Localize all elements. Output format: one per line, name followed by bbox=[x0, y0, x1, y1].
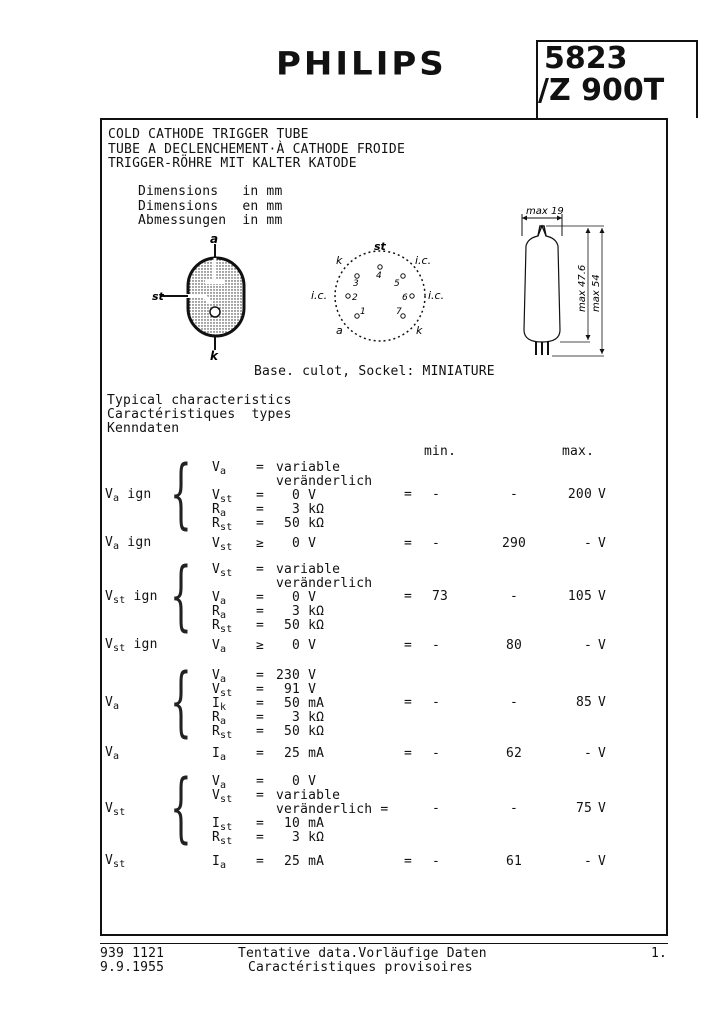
svg-text:i.c.: i.c. bbox=[428, 289, 445, 302]
row-equals: = bbox=[404, 695, 413, 710]
condition-operator: = bbox=[256, 502, 265, 517]
condition-value: 50 kΩ bbox=[276, 516, 325, 531]
condition-symbol bbox=[212, 638, 226, 653]
cond-sym: V bbox=[212, 488, 221, 503]
param-symbol: V bbox=[105, 589, 114, 604]
row-max: 105 bbox=[567, 589, 592, 604]
cond-sym: R bbox=[212, 516, 221, 531]
outline-body-height-label: max 47.6 bbox=[577, 264, 588, 312]
dimensions-de: Abmessungen in mm bbox=[138, 213, 283, 228]
condition-value: variable bbox=[276, 788, 341, 803]
condition-operator: = bbox=[256, 854, 265, 869]
row-unit: V bbox=[598, 487, 607, 502]
condition-operator: = bbox=[256, 816, 265, 831]
cond-sub: a bbox=[220, 596, 227, 607]
row-min: - bbox=[432, 695, 441, 710]
condition-value: 0 V bbox=[276, 638, 317, 653]
condition-value: 50 kΩ bbox=[276, 618, 325, 633]
param-subscript: st bbox=[113, 807, 126, 818]
cond-sym: R bbox=[212, 618, 221, 633]
condition-symbol bbox=[212, 668, 226, 683]
row-max: - bbox=[583, 536, 592, 551]
condition-operator: = bbox=[256, 682, 265, 697]
param-subscript: st bbox=[113, 859, 126, 870]
svg-text:5: 5 bbox=[394, 279, 400, 289]
condition-symbol bbox=[212, 710, 226, 725]
condition-value: veränderlich bbox=[276, 474, 373, 489]
typical-fr: Caractéristiques types bbox=[107, 407, 292, 422]
base-pin-diagram bbox=[310, 238, 450, 348]
tube-outline bbox=[524, 226, 560, 342]
cond-sub: st bbox=[220, 688, 233, 699]
condition-operator: = bbox=[256, 516, 265, 531]
row-mid: 61 bbox=[505, 854, 523, 869]
condition-value: 0 V bbox=[276, 590, 317, 605]
svg-text:2: 2 bbox=[352, 293, 358, 303]
condition-symbol bbox=[212, 604, 226, 619]
cond-sym: R bbox=[212, 604, 221, 619]
condition-symbol bbox=[212, 618, 232, 633]
row-equals: = bbox=[404, 746, 413, 761]
row-param bbox=[105, 695, 119, 710]
svg-text:a: a bbox=[336, 324, 343, 337]
param-subscript: a bbox=[113, 701, 120, 712]
cond-sub: a bbox=[220, 780, 227, 791]
cond-sub: k bbox=[220, 702, 227, 713]
condition-operator: ≥ bbox=[256, 638, 265, 653]
cond-sub: st bbox=[220, 494, 233, 505]
condition-operator: = bbox=[256, 460, 265, 475]
type-number-bottom: /Z 900T bbox=[538, 73, 665, 108]
param-subscript: st bbox=[113, 595, 126, 606]
cond-sym: V bbox=[212, 788, 221, 803]
brand-logo: PHILIPS bbox=[276, 45, 447, 83]
row-max: 75 bbox=[575, 801, 592, 816]
row-unit: V bbox=[598, 801, 607, 816]
cond-sub: st bbox=[220, 568, 233, 579]
param-suffix: ign bbox=[119, 487, 152, 502]
condition-value: 230 V bbox=[276, 668, 317, 683]
condition-value: veränderlich = bbox=[276, 802, 389, 817]
param-symbol: V bbox=[105, 695, 114, 710]
cond-sub: st bbox=[220, 836, 233, 847]
cond-sym: R bbox=[212, 724, 221, 739]
condition-operator: = bbox=[256, 590, 265, 605]
row-min: - bbox=[432, 536, 441, 551]
condition-value: 50 mA bbox=[276, 696, 325, 711]
row-max: - bbox=[583, 638, 592, 653]
param-subscript: a bbox=[113, 541, 120, 552]
svg-text:3: 3 bbox=[353, 279, 359, 289]
condition-brace: { bbox=[170, 550, 192, 639]
param-symbol: V bbox=[105, 487, 114, 502]
condition-value: 50 kΩ bbox=[276, 724, 325, 739]
row-max: - bbox=[583, 746, 592, 761]
param-symbol: V bbox=[105, 535, 114, 550]
cond-sym: V bbox=[212, 590, 221, 605]
cond-sub: a bbox=[220, 466, 227, 477]
cond-sym: I bbox=[212, 696, 221, 711]
row-mid: - bbox=[509, 589, 519, 604]
svg-text:i.c.: i.c. bbox=[311, 289, 328, 302]
condition-value: variable bbox=[276, 562, 341, 577]
cond-sub: st bbox=[220, 624, 233, 635]
cond-sub: a bbox=[220, 752, 227, 763]
condition-symbol bbox=[212, 590, 226, 605]
condition-symbol bbox=[212, 562, 232, 577]
condition-operator: = bbox=[256, 618, 265, 633]
footer-date: 9.9.1955 bbox=[100, 960, 165, 975]
condition-value: 0 V bbox=[276, 488, 317, 503]
cond-sub: a bbox=[220, 674, 227, 685]
svg-text:7: 7 bbox=[396, 307, 402, 317]
row-unit: V bbox=[598, 638, 607, 653]
cond-sym: V bbox=[212, 562, 221, 577]
condition-value: veränderlich bbox=[276, 576, 373, 591]
svg-text:k: k bbox=[336, 254, 343, 267]
condition-operator: = bbox=[256, 724, 265, 739]
condition-operator: = bbox=[256, 488, 265, 503]
symbol-anode-label: a bbox=[210, 232, 219, 246]
cond-sub: st bbox=[220, 542, 233, 553]
cond-sym: V bbox=[212, 682, 221, 697]
cond-sym: I bbox=[212, 816, 221, 831]
cond-sub: a bbox=[220, 610, 227, 621]
svg-text:st: st bbox=[374, 240, 386, 253]
cond-sym: V bbox=[212, 638, 221, 653]
condition-symbol bbox=[212, 460, 226, 475]
condition-value: 3 kΩ bbox=[276, 830, 325, 845]
svg-text:1: 1 bbox=[360, 307, 366, 317]
svg-text:k: k bbox=[416, 324, 423, 337]
row-param bbox=[105, 637, 158, 652]
condition-value: 3 kΩ bbox=[276, 502, 325, 517]
param-symbol: V bbox=[105, 801, 114, 816]
condition-symbol bbox=[212, 682, 232, 697]
condition-operator: = bbox=[256, 774, 265, 789]
footer-note-2: Caractéristiques provisoires bbox=[248, 960, 473, 975]
cond-sym: R bbox=[212, 502, 221, 517]
condition-operator: = bbox=[256, 668, 265, 683]
condition-value: 0 V bbox=[276, 774, 317, 789]
condition-symbol bbox=[212, 746, 226, 761]
typical-en: Typical characteristics bbox=[107, 393, 292, 408]
condition-symbol bbox=[212, 696, 226, 711]
condition-symbol bbox=[212, 774, 226, 789]
condition-brace: { bbox=[170, 448, 192, 537]
title-en: COLD CATHODE TRIGGER TUBE bbox=[108, 127, 309, 142]
footer-page: 1. bbox=[651, 946, 668, 961]
row-unit: V bbox=[598, 536, 607, 551]
row-min: - bbox=[432, 801, 441, 816]
condition-operator: ≥ bbox=[256, 536, 265, 551]
condition-symbol bbox=[212, 816, 232, 831]
cond-sub: a bbox=[220, 860, 227, 871]
footer-code: 939 1121 bbox=[100, 946, 165, 961]
param-subscript: st bbox=[113, 643, 126, 654]
param-symbol: V bbox=[105, 637, 114, 652]
row-equals: = bbox=[404, 638, 413, 653]
condition-brace: { bbox=[170, 762, 192, 851]
condition-operator: = bbox=[256, 710, 265, 725]
cond-sub: a bbox=[220, 716, 227, 727]
svg-text:i.c.: i.c. bbox=[415, 254, 432, 267]
typical-de: Kenndaten bbox=[107, 421, 180, 436]
symbol-starter-label: st bbox=[152, 290, 164, 303]
row-unit: V bbox=[598, 854, 607, 869]
param-symbol: V bbox=[105, 853, 114, 868]
row-equals: = bbox=[404, 487, 413, 502]
cond-sub: a bbox=[220, 644, 227, 655]
row-mid: - bbox=[509, 695, 519, 710]
cond-sym: I bbox=[212, 746, 221, 761]
title-de: TRIGGER-RÖHRE MIT KALTER KATODE bbox=[108, 156, 357, 171]
cond-sym: R bbox=[212, 710, 221, 725]
condition-operator: = bbox=[256, 746, 265, 761]
footer-rule bbox=[100, 943, 668, 944]
condition-operator: = bbox=[256, 696, 265, 711]
condition-value: 3 kΩ bbox=[276, 604, 325, 619]
param-suffix: ign bbox=[119, 535, 152, 550]
type-number-top: 5823 bbox=[544, 41, 628, 76]
cond-sym: V bbox=[212, 774, 221, 789]
cond-sym: I bbox=[212, 854, 221, 869]
condition-symbol bbox=[212, 830, 232, 845]
condition-value: 3 kΩ bbox=[276, 710, 325, 725]
param-symbol: V bbox=[105, 745, 114, 760]
condition-symbol bbox=[212, 854, 226, 869]
cond-sub: a bbox=[220, 508, 227, 519]
row-unit: V bbox=[598, 589, 607, 604]
row-max: 85 bbox=[575, 695, 592, 710]
row-param bbox=[105, 535, 151, 550]
row-equals: = bbox=[404, 536, 413, 551]
col-head-min: min. bbox=[424, 444, 457, 459]
row-min: - bbox=[432, 487, 441, 502]
condition-value: 0 V bbox=[276, 536, 317, 551]
row-param bbox=[105, 853, 125, 868]
row-equals: = bbox=[404, 854, 413, 869]
condition-symbol bbox=[212, 488, 232, 503]
row-mid: - bbox=[509, 487, 519, 502]
svg-text:6: 6 bbox=[402, 293, 408, 303]
condition-symbol bbox=[212, 536, 232, 551]
row-mid: 290 bbox=[501, 536, 527, 551]
condition-symbol bbox=[212, 516, 232, 531]
condition-value: 10 mA bbox=[276, 816, 325, 831]
col-head-max: max. bbox=[562, 444, 595, 459]
base-type: Base. culot, Sockel: MINIATURE bbox=[254, 364, 495, 379]
param-suffix: ign bbox=[125, 589, 158, 604]
row-mid: 80 bbox=[505, 638, 523, 653]
outline-total-height-label: max 54 bbox=[591, 274, 602, 312]
param-suffix: ign bbox=[125, 637, 158, 652]
row-unit: V bbox=[598, 695, 607, 710]
row-param bbox=[105, 745, 119, 760]
row-unit: V bbox=[598, 746, 607, 761]
condition-operator: = bbox=[256, 830, 265, 845]
row-max: - bbox=[583, 854, 592, 869]
condition-value: 25 mA bbox=[276, 746, 325, 761]
row-param bbox=[105, 801, 125, 816]
outline-width-label: max 19 bbox=[526, 206, 564, 217]
condition-operator: = bbox=[256, 788, 265, 803]
row-param bbox=[105, 487, 151, 502]
cond-sym: V bbox=[212, 460, 221, 475]
condition-brace: { bbox=[170, 656, 192, 745]
row-min: - bbox=[432, 638, 441, 653]
title-fr: TUBE A DECLENCHEMENT·À CATHODE FROIDE bbox=[108, 142, 405, 157]
cond-sub: st bbox=[220, 794, 233, 805]
row-max: 200 bbox=[567, 487, 592, 502]
row-equals: = bbox=[404, 589, 413, 604]
cond-sub: st bbox=[220, 522, 233, 533]
tube-symbol-diagram bbox=[150, 232, 260, 362]
dimensions-fr: Dimensions en mm bbox=[138, 199, 283, 214]
condition-symbol bbox=[212, 788, 232, 803]
outline-drawing bbox=[512, 202, 622, 362]
cond-sym: V bbox=[212, 668, 221, 683]
footer-note-1: Tentative data.Vorläufige Daten bbox=[238, 946, 487, 961]
svg-text:4: 4 bbox=[376, 271, 382, 281]
cathode-electrode bbox=[210, 307, 220, 317]
symbol-cathode-label: k bbox=[210, 349, 218, 362]
cond-sym: V bbox=[212, 536, 221, 551]
row-min: 73 bbox=[432, 589, 449, 604]
row-mid: 62 bbox=[505, 746, 523, 761]
row-mid: - bbox=[509, 801, 519, 816]
condition-symbol bbox=[212, 502, 226, 517]
condition-value: 25 mA bbox=[276, 854, 325, 869]
row-min: - bbox=[432, 854, 441, 869]
param-subscript: a bbox=[113, 493, 120, 504]
cond-sub: st bbox=[220, 822, 233, 833]
param-subscript: a bbox=[113, 751, 120, 762]
row-min: - bbox=[432, 746, 441, 761]
condition-symbol bbox=[212, 724, 232, 739]
cond-sub: st bbox=[220, 730, 233, 741]
condition-value: 91 V bbox=[276, 682, 317, 697]
cond-sym: R bbox=[212, 830, 221, 845]
condition-operator: = bbox=[256, 604, 265, 619]
dimensions-en: Dimensions in mm bbox=[138, 184, 283, 199]
condition-operator: = bbox=[256, 562, 265, 577]
row-param bbox=[105, 589, 158, 604]
condition-value: variable bbox=[276, 460, 341, 475]
